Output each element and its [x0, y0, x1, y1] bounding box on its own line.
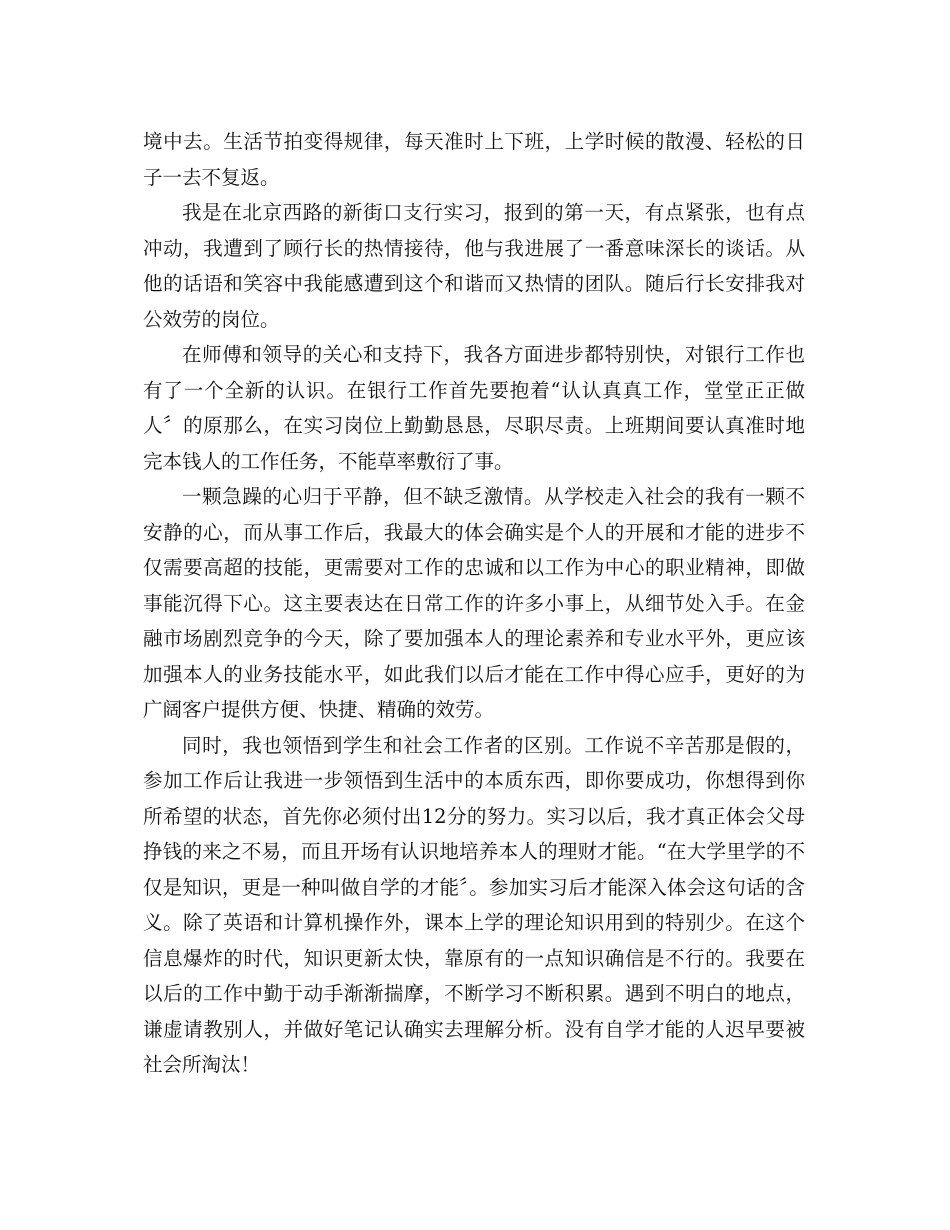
paragraph-internship-start: 我是在北京西路的新街口支行实习，报到的第一天，有点紧张，也有点冲动，我遭到了顾行长的热情接待，他与我进展了一番意味深长的谈话。从他的话语和笑容中我能感遭到这个和谐而又热情的团队。随后行长安排我对公效劳的岗位。 — [143, 201, 805, 331]
paragraph-mentor-support: 在师傅和领导的关心和支持下，我各方面进步都特别快，对银行工作也有了一个全新的认识。在银行工作首先要抱着“认认真真工作，堂堂正正做人〞的原那么，在实习岗位上勤勤恳恳，尽职尽责。上班期间要认真准时地完本钱人的工作任务，不能草率敷衍了事。 — [143, 343, 805, 473]
paragraph-calm-heart: 一颗急躁的心归于平静，但不缺乏激情。从学校走入社会的我有一颗不安静的心，而从事工作后，我最大的体会确实是个人的开展和才能的进步不仅需要高超的技能，更需要对工作的忠诚和以工作为中心的职业精神，即做事能沉得下心。这主要表达在日常工作的许多小事上，从细节处入手。在金融市场剧烈竞争的今天，除了要加强本人的理论素养和专业水平外，更应该加强本人的业务技能水平，如此我们以后才能在工作中得心应手，更好的为广阔客户提供方便、快捷、精确的效劳。 — [143, 485, 805, 721]
paragraph-student-vs-worker: 同时，我也领悟到学生和社会工作者的区别。工作说不辛苦那是假的，参加工作后让我进一步领悟到生活中的本质东西，即你要成功，你想得到你所希望的状态，首先你必须付出12分的努力。实习以后，我才真正体会父母挣钱的来之不易，而且开场有认识地培养本人的理财才能。“在大学里学的不仅是知识，更是一种叫做自学的才能〞。参加实习后才能深入体会这句话的含义。除了英语和计算机操作外，课本上学的理论知识用到的特别少。在这个信息爆炸的时代，知识更新太快，靠原有的一点知识确信是不行的。我要在以后的工作中勤于动手渐渐揣摩，不断学习不断积累。遇到不明白的地点，谦虚请教别人，并做好笔记认确实去理解分析。没有自学才能的人迟早要被社会所淘汰！ — [143, 733, 805, 1076]
document-body — [143, 124, 805, 1083]
paragraph-continuation: 境中去。生活节拍变得规律，每天准时上下班，上学时候的散漫、轻松的日子一去不复返。 — [143, 130, 805, 189]
